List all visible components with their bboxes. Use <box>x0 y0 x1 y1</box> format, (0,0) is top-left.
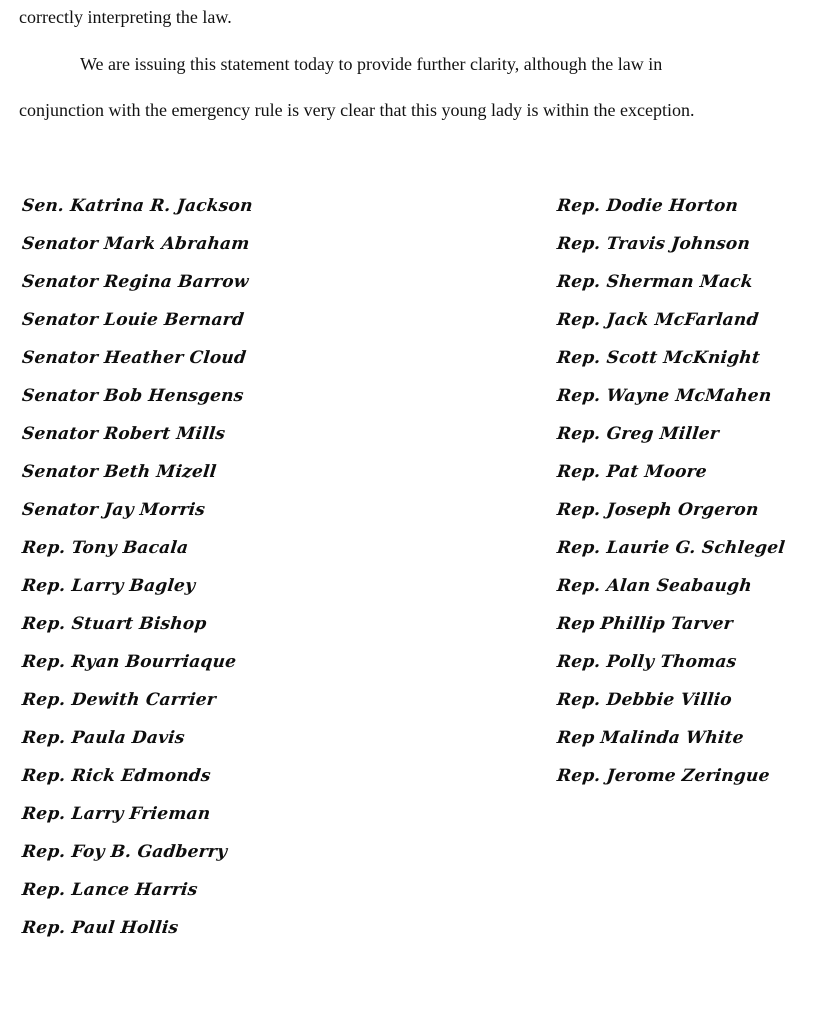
body-text-line-3: conjunction with the emergency rule is very clear that this young lady is within the exception. <box>19 100 695 120</box>
signature: Senator Mark Abraham <box>20 234 251 254</box>
signature: Rep. Sherman Mack <box>555 272 754 292</box>
signature: Senator Jay Morris <box>20 500 207 520</box>
signature: Rep. Tony Bacala <box>20 538 190 558</box>
signature: Rep. Rick Edmonds <box>20 766 212 786</box>
signature-column-right <box>557 187 785 795</box>
signature: Senator Bob Hensgens <box>20 386 245 406</box>
signature: Rep. Dodie Horton <box>555 196 740 216</box>
signature: Senator Louie Bernard <box>20 310 246 330</box>
signature: Rep. Jerome Zeringue <box>555 766 771 786</box>
signature: Senator Beth Mizell <box>20 462 218 482</box>
signature: Sen. Katrina R. Jackson <box>20 196 254 216</box>
signature: Rep. Stuart Bishop <box>20 614 208 634</box>
signature: Rep. Laurie G. Schlegel <box>555 538 786 558</box>
signature: Rep. Joseph Orgeron <box>555 500 760 520</box>
signature: Rep. Travis Johnson <box>555 234 752 254</box>
signature: Senator Regina Barrow <box>20 272 250 292</box>
signature: Senator Heather Cloud <box>20 348 248 368</box>
body-text-line-2: We are issuing this statement today to provide further clarity, although the law in <box>80 54 663 74</box>
signature: Rep Malinda White <box>555 728 745 748</box>
signature: Rep. Jack McFarland <box>555 310 760 330</box>
signature: Rep. Lance Harris <box>20 880 199 900</box>
signature: Rep. Alan Seabaugh <box>555 576 753 596</box>
signature: Rep. Polly Thomas <box>555 652 738 672</box>
signature: Rep. Scott McKnight <box>555 348 761 368</box>
signature: Rep. Paula Davis <box>20 728 186 748</box>
signature: Rep Phillip Tarver <box>555 614 734 634</box>
signature: Rep. Dewith Carrier <box>20 690 218 710</box>
signature: Rep. Greg Miller <box>555 424 720 444</box>
signature: Rep. Larry Bagley <box>20 576 197 596</box>
signature: Rep. Foy B. Gadberry <box>20 842 229 862</box>
signature: Rep. Debbie Villio <box>555 690 733 710</box>
signature-column-left <box>22 187 253 947</box>
signature: Rep. Paul Hollis <box>20 918 180 938</box>
body-text-line-1: correctly interpreting the law. <box>19 7 232 27</box>
signature: Rep. Ryan Bourriaque <box>20 652 238 672</box>
signature: Rep. Larry Frieman <box>20 804 212 824</box>
signature: Rep. Pat Moore <box>555 462 708 482</box>
signature: Senator Robert Mills <box>20 424 227 444</box>
signature: Rep. Wayne McMahen <box>555 386 773 406</box>
